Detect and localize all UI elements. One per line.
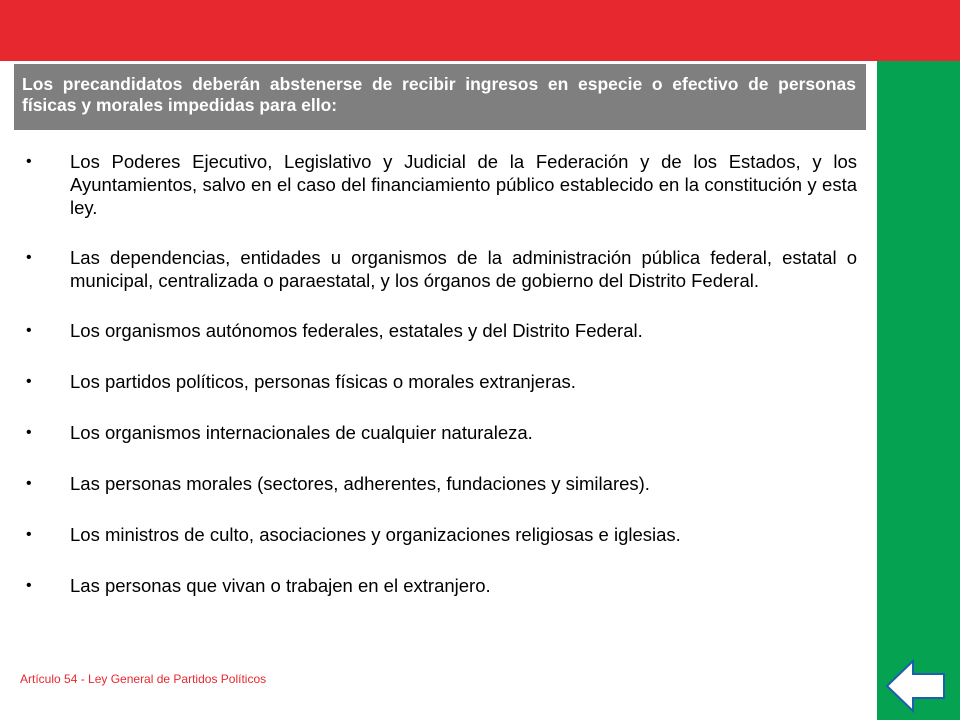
bullet-list	[26, 150, 857, 625]
bullet-dot: •	[26, 322, 32, 339]
bullet-text: Las dependencias, entidades u organismos de la administración pública federal, estatal o municipal, centralizada o paraestatal, y los órganos de gobierno del Distrito Federal.	[70, 247, 857, 291]
bullet-item-2	[26, 246, 857, 292]
footer-citation: Artículo 54 - Ley General de Partidos Políticos	[20, 672, 267, 686]
arrow-left-icon	[886, 659, 946, 713]
bullet-item-4	[26, 370, 857, 393]
bullet-text: Los ministros de culto, asociaciones y organizaciones religiosas e iglesias.	[70, 524, 681, 545]
bullet-item-3	[26, 319, 857, 342]
bullet-item-5	[26, 421, 857, 444]
top-red-bar	[0, 0, 960, 61]
bullet-dot: •	[26, 475, 32, 492]
bullet-dot: •	[26, 373, 32, 390]
bullet-item-6	[26, 472, 857, 495]
header-text: Los precandidatos deberán abstenerse de recibir ingresos en especie o efectivo de personas físicas y morales impedidas para ello:	[22, 74, 856, 115]
bullet-text: Los partidos políticos, personas físicas o morales extranjeras.	[70, 371, 576, 392]
bullet-dot: •	[26, 153, 32, 170]
bullet-dot: •	[26, 526, 32, 543]
bullet-text: Los Poderes Ejecutivo, Legislativo y Judicial de la Federación y de los Estados, y los Ayuntamientos, salvo en el caso del financiamiento público establecido en la constitución y esta ley.	[70, 151, 857, 218]
bullet-dot: •	[26, 249, 32, 266]
header-box	[14, 64, 866, 130]
bullet-item-1	[26, 150, 857, 219]
bullet-dot: •	[26, 577, 32, 594]
bullet-text: Las personas que vivan o trabajen en el extranjero.	[70, 575, 491, 596]
bullet-text: Los organismos internacionales de cualquier naturaleza.	[70, 422, 533, 443]
side-green-bar	[877, 61, 960, 720]
bullet-text: Las personas morales (sectores, adherentes, fundaciones y similares).	[70, 473, 650, 494]
bullet-dot: •	[26, 424, 32, 441]
bullet-item-7	[26, 523, 857, 546]
bullet-item-8	[26, 574, 857, 597]
bullet-text: Los organismos autónomos federales, estatales y del Distrito Federal.	[70, 320, 643, 341]
back-button[interactable]	[886, 659, 946, 713]
